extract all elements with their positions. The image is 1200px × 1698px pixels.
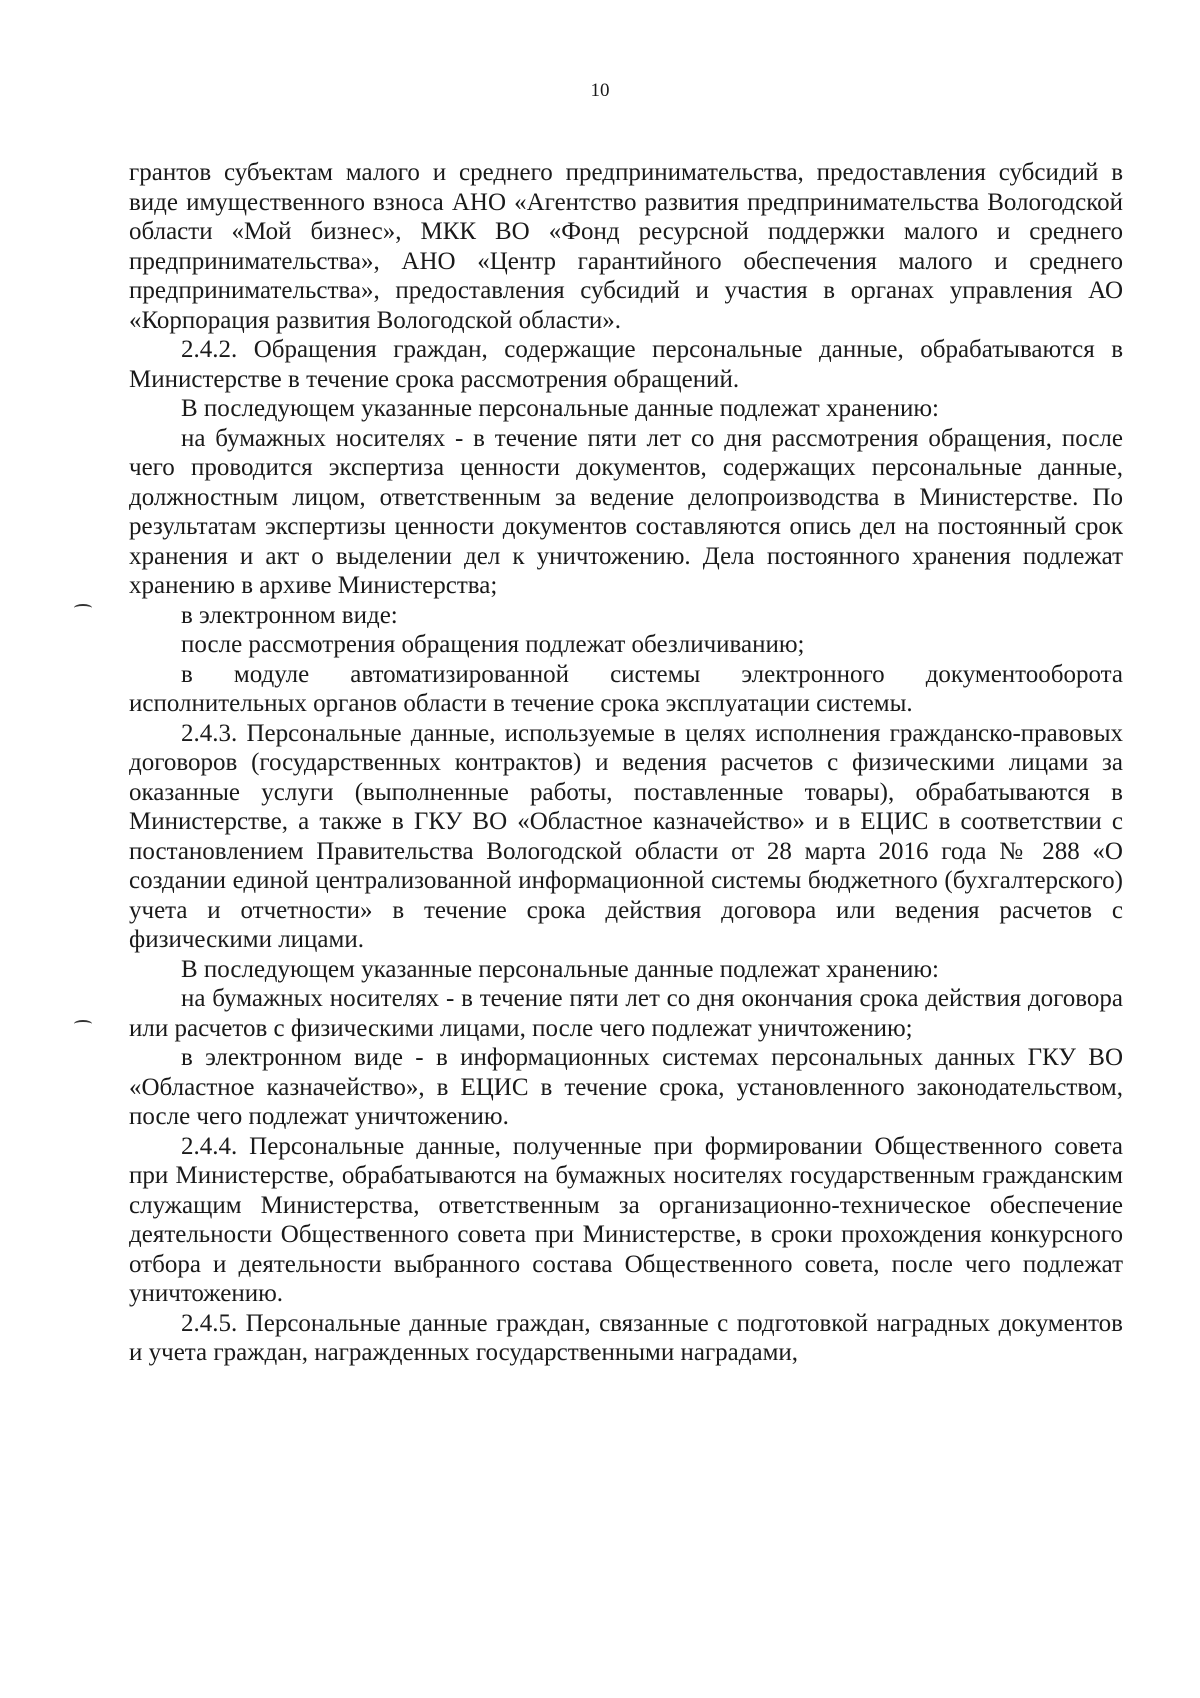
paragraph: В последующем указанные персональные данные подлежат хранению: xyxy=(181,395,939,422)
paragraph-2-4-3: 2.4.3. Персональные данные, используемые в целях исполнения гражданско-правовых договоров (государственных контрактов) и ведения расчетов с физическими лицами за оказанные услуги (выполненные работы, поставленные товары), обрабатываются в Министерстве, а также в ГКУ ВО «Областное казначейство» и в ЕЦИС в соответствии с постановлением Правительства Вологодской области от 28 марта 2016 года № 288 «О создании единой централизованной информационной системы бюджетного (бухгалтерского) учета и отчетности» в течение срока действия договора или ведения расчетов с физическими лицами. xyxy=(129,719,1123,953)
margin-mark xyxy=(74,604,92,612)
margin-mark xyxy=(74,1020,92,1028)
document-body xyxy=(129,158,1123,1368)
paragraph: на бумажных носителях - в течение пяти лет со дня окончания срока действия договора или расчетов с физическими лицами, после чего подлежат уничтожению; xyxy=(129,985,1123,1042)
paragraph-continuation: грантов субъектам малого и среднего предпринимательства, предоставления субсидий в виде имущественного взноса АНО «Агентство развития предпринимательства Вологодской области «Мой бизнес», МКК ВО «Фонд ресурсной поддержки малого и среднего предпринимательства», АНО «Центр гарантийного обеспечения малого и среднего предпринимательства», предоставления субсидий и участия в органах управления АО «Корпорация развития Вологодской области». xyxy=(129,159,1123,334)
paragraph: в электронном виде - в информационных системах персональных данных ГКУ ВО «Областное казначейство», в ЕЦИС в течение срока, установленного законодательством, после чего подлежат уничтожению. xyxy=(129,1044,1123,1130)
paragraph-2-4-5: 2.4.5. Персональные данные граждан, связанные с подготовкой наградных документов и учета граждан, награжденных государственными наградами, xyxy=(129,1309,1123,1366)
paragraph: В последующем указанные персональные данные подлежат хранению: xyxy=(181,955,939,983)
paragraph-2-4-4: 2.4.4. Персональные данные, полученные при формировании Общественного совета при Министерстве, обрабатываются на бумажных носителях государственным гражданским служащим Министерства, ответственным за организационно-техническое обеспечение деятельности Общественного совета при Министерстве, в сроки прохождения конкурсного отбора и деятельности выбранного состава Общественного совета, после чего подлежат уничтожению. xyxy=(129,1132,1123,1307)
page-number: 10 xyxy=(590,80,610,101)
paragraph: в электронном виде: xyxy=(181,601,398,629)
paragraph: после рассмотрения обращения подлежат обезличиванию; xyxy=(181,631,805,658)
paragraph: на бумажных носителях - в течение пяти лет со дня рассмотрения обращения, после чего проводится экспертиза ценности документов, содержащих персональные данные, должностным лицом, ответственным за ведение делопроизводства в Министерстве. По результатам экспертизы ценности документов составляются опись дел на постоянный срок хранения и акт о выделении дел к уничтожению. Дела постоянного хранения подлежат хранению в архиве Министерства; xyxy=(129,424,1123,599)
paragraph: в модуле автоматизированной системы электронного документооборота исполнительных органов области в течение срока эксплуатации системы. xyxy=(129,660,1123,717)
paragraph-2-4-2: 2.4.2. Обращения граждан, содержащие персональные данные, обрабатываются в Министерстве в течение срока рассмотрения обращений. xyxy=(129,336,1123,393)
